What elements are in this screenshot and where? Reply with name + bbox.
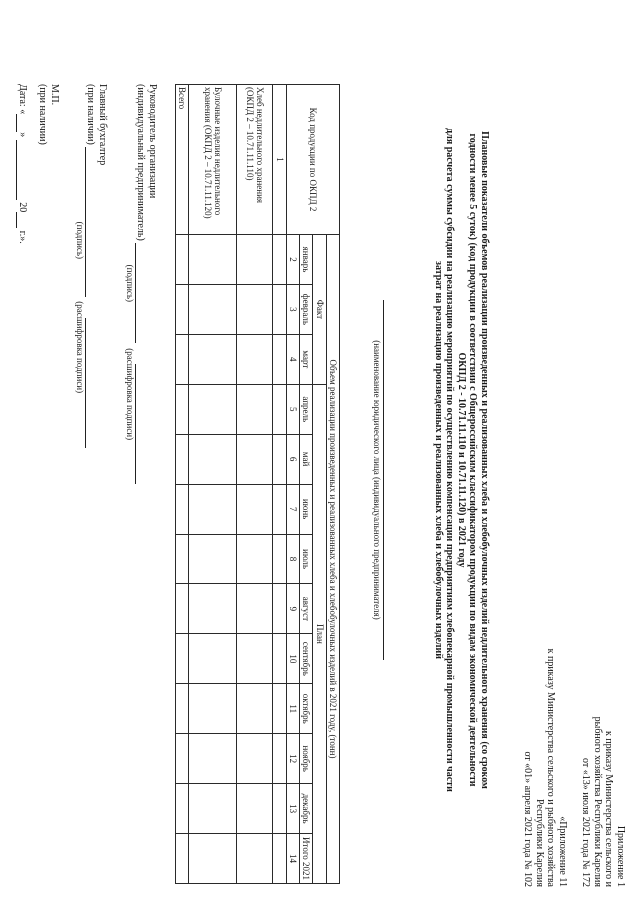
accountant-signature-block bbox=[75, 84, 108, 484]
appendix-new-line2: к приказу Министерства сельского и bbox=[603, 730, 615, 887]
head-label-line1: Руководитель организации bbox=[147, 84, 158, 199]
col-number: 1 bbox=[273, 85, 286, 235]
head-signature-line bbox=[135, 243, 136, 343]
row-label-buns: Булочные изделия недлительного хранения (ОКПД 2 – 10.71.11.120) bbox=[189, 85, 237, 235]
month-header: июнь bbox=[299, 484, 312, 534]
empty-cell bbox=[237, 834, 273, 884]
empty-cell bbox=[273, 384, 286, 434]
title-line3: ОКПД 2 - 10.71.11.110 и 10.71.11.120) в 2021 году bbox=[456, 352, 467, 568]
head-label-line2: (индивидуальный предприниматель) bbox=[135, 84, 147, 241]
accountant-signature-line bbox=[85, 147, 86, 297]
empty-cell bbox=[189, 284, 237, 334]
table-header-row-1 bbox=[326, 85, 339, 884]
month-header: ноябрь bbox=[299, 734, 312, 784]
col-number: 4 bbox=[286, 334, 299, 384]
org-name-line bbox=[383, 300, 384, 660]
col-number: 11 bbox=[286, 684, 299, 734]
month-header: декабрь bbox=[299, 784, 312, 834]
document-title bbox=[433, 40, 491, 880]
empty-cell bbox=[189, 534, 237, 584]
empty-cell bbox=[273, 534, 286, 584]
col-number: 6 bbox=[286, 434, 299, 484]
empty-cell bbox=[273, 684, 286, 734]
col-number: 2 bbox=[286, 235, 299, 285]
accountant-label-line1: Главный бухгалтер bbox=[97, 84, 108, 166]
empty-cell bbox=[175, 584, 188, 634]
empty-cell bbox=[189, 484, 237, 534]
empty-cell bbox=[189, 384, 237, 434]
date-month-line bbox=[17, 140, 18, 200]
row-label-bread: Хлеб недлительного хранения (ОКПД 2 – 10.71.11.110) bbox=[237, 85, 273, 235]
col-number: 9 bbox=[286, 584, 299, 634]
empty-cell bbox=[175, 834, 188, 884]
appendix-new-line1: Приложение 1 bbox=[615, 825, 626, 887]
head-signature-caption: (подпись) bbox=[125, 264, 135, 302]
table-row bbox=[237, 85, 273, 884]
empty-cell bbox=[237, 334, 273, 384]
month-header: сентябрь bbox=[299, 634, 312, 684]
empty-cell bbox=[189, 334, 237, 384]
empty-cell bbox=[237, 384, 273, 434]
empty-cell bbox=[175, 434, 188, 484]
empty-cell bbox=[237, 734, 273, 784]
total-header: Итого 2021 bbox=[299, 834, 312, 884]
empty-cell bbox=[189, 684, 237, 734]
org-caption: (наименование юридического лица (индивидуального предпринимателя) bbox=[372, 340, 382, 620]
empty-cell bbox=[237, 684, 273, 734]
empty-cell bbox=[273, 484, 286, 534]
empty-cell bbox=[237, 534, 273, 584]
title-line1: Плановые показатели объемов реализации произведенных и реализованных хлеба и хлебобулочных изделий недлительного хранения (со сроком bbox=[479, 131, 490, 789]
month-header: май bbox=[299, 434, 312, 484]
accountant-decoding-caption: (расшифровка подписи) bbox=[75, 301, 85, 394]
col-number: 8 bbox=[286, 534, 299, 584]
empty-cell bbox=[175, 534, 188, 584]
appendix-old-block bbox=[522, 567, 568, 887]
appendix-old-line2: к приказу Министерства сельского и рыбного хозяйства bbox=[545, 648, 557, 887]
accountant-decoding-line bbox=[85, 318, 86, 448]
empty-cell bbox=[175, 334, 188, 384]
date-mid: » bbox=[17, 132, 28, 138]
empty-cell bbox=[189, 634, 237, 684]
month-header: февраль bbox=[299, 284, 312, 334]
appendix-new-line3: рыбного хозяйства Республики Карелия bbox=[592, 716, 603, 887]
empty-cell bbox=[175, 235, 188, 285]
plan-table bbox=[175, 84, 340, 884]
month-header: апрель bbox=[299, 384, 312, 434]
empty-cell bbox=[189, 584, 237, 634]
appendix-new-block bbox=[580, 567, 626, 887]
empty-cell bbox=[175, 384, 188, 434]
empty-cell bbox=[237, 235, 273, 285]
table-row-total bbox=[175, 85, 188, 884]
empty-cell bbox=[189, 235, 237, 285]
month-header: июль bbox=[299, 534, 312, 584]
stamp-block bbox=[37, 84, 60, 284]
empty-cell bbox=[175, 634, 188, 684]
empty-cell bbox=[273, 634, 286, 684]
empty-cell bbox=[175, 784, 188, 834]
col-number: 7 bbox=[286, 484, 299, 534]
empty-cell bbox=[273, 235, 286, 285]
title-line2: годности менее 5 суток) (код продукции в соответствии с Общероссийским классификатором продукции по видам экономической деятельности bbox=[467, 133, 479, 787]
date-day-line bbox=[17, 114, 18, 132]
empty-cell bbox=[273, 834, 286, 884]
col-number: 3 bbox=[286, 284, 299, 334]
appendix-new-line4: от «13» июля 2021 года № 172 bbox=[580, 757, 592, 887]
empty-cell bbox=[189, 834, 237, 884]
header-plan: План bbox=[313, 384, 326, 883]
empty-cell bbox=[175, 284, 188, 334]
empty-cell bbox=[189, 784, 237, 834]
empty-cell bbox=[273, 284, 286, 334]
title-line4: для расчета суммы субсидии на реализацию мероприятий по осуществлению компенсации предприятиям хлебопекарной промышленности части bbox=[444, 128, 456, 792]
col-number: 13 bbox=[286, 784, 299, 834]
empty-cell bbox=[175, 684, 188, 734]
empty-cell bbox=[273, 434, 286, 484]
stamp-label: М.П. bbox=[49, 84, 60, 106]
date-year: 20 bbox=[17, 202, 28, 213]
col-number: 14 bbox=[286, 834, 299, 884]
head-decoding-caption: (расшифровка подписи) bbox=[125, 348, 135, 441]
date-block bbox=[17, 84, 29, 384]
empty-cell bbox=[273, 784, 286, 834]
empty-cell bbox=[237, 284, 273, 334]
header-fact: Факт bbox=[313, 235, 326, 385]
month-header: январь bbox=[299, 235, 312, 285]
stamp-note: (при наличии) bbox=[37, 84, 49, 145]
empty-cell bbox=[273, 584, 286, 634]
table-row-number-first bbox=[273, 85, 286, 884]
empty-cell bbox=[237, 634, 273, 684]
col-number: 12 bbox=[286, 734, 299, 784]
empty-cell bbox=[237, 484, 273, 534]
empty-cell bbox=[175, 734, 188, 784]
date-year-line bbox=[17, 212, 18, 228]
appendix-old-line1: «Приложение 11 bbox=[557, 816, 568, 887]
empty-cell bbox=[237, 584, 273, 634]
appendix-old-line3: Республики Карелия bbox=[534, 798, 545, 887]
empty-cell bbox=[273, 334, 286, 384]
empty-cell bbox=[189, 434, 237, 484]
col-number: 10 bbox=[286, 634, 299, 684]
empty-cell bbox=[189, 734, 237, 784]
table-row bbox=[189, 85, 237, 884]
empty-cell bbox=[273, 734, 286, 784]
head-decoding-line bbox=[135, 364, 136, 484]
empty-cell bbox=[237, 434, 273, 484]
accountant-signature-caption: (подпись) bbox=[75, 221, 85, 259]
empty-cell bbox=[175, 484, 188, 534]
month-header: март bbox=[299, 334, 312, 384]
month-header: август bbox=[299, 584, 312, 634]
title-line5: затрат на реализацию произведенных и реализованных хлеба и хлебобулочных изделий bbox=[433, 260, 444, 660]
row-label-total: Всего bbox=[175, 85, 188, 235]
date-suffix: г.». bbox=[17, 230, 28, 244]
appendix-old-line4: от «01» апреля 2021 года № 102 bbox=[522, 751, 534, 887]
header-volume: Объем реализации произведенных и реализованных хлеба и хлебобулочных изделий в 2021 году, (тонн) bbox=[326, 235, 339, 884]
head-signature-block bbox=[125, 84, 158, 484]
accountant-label-line2: (при наличии) bbox=[85, 84, 97, 145]
empty-cell bbox=[237, 784, 273, 834]
date-prefix: Дата: « bbox=[17, 84, 28, 115]
col-number: 5 bbox=[286, 384, 299, 434]
header-code: Код продукции по ОКПД 2 bbox=[286, 85, 339, 235]
month-header: октябрь bbox=[299, 684, 312, 734]
